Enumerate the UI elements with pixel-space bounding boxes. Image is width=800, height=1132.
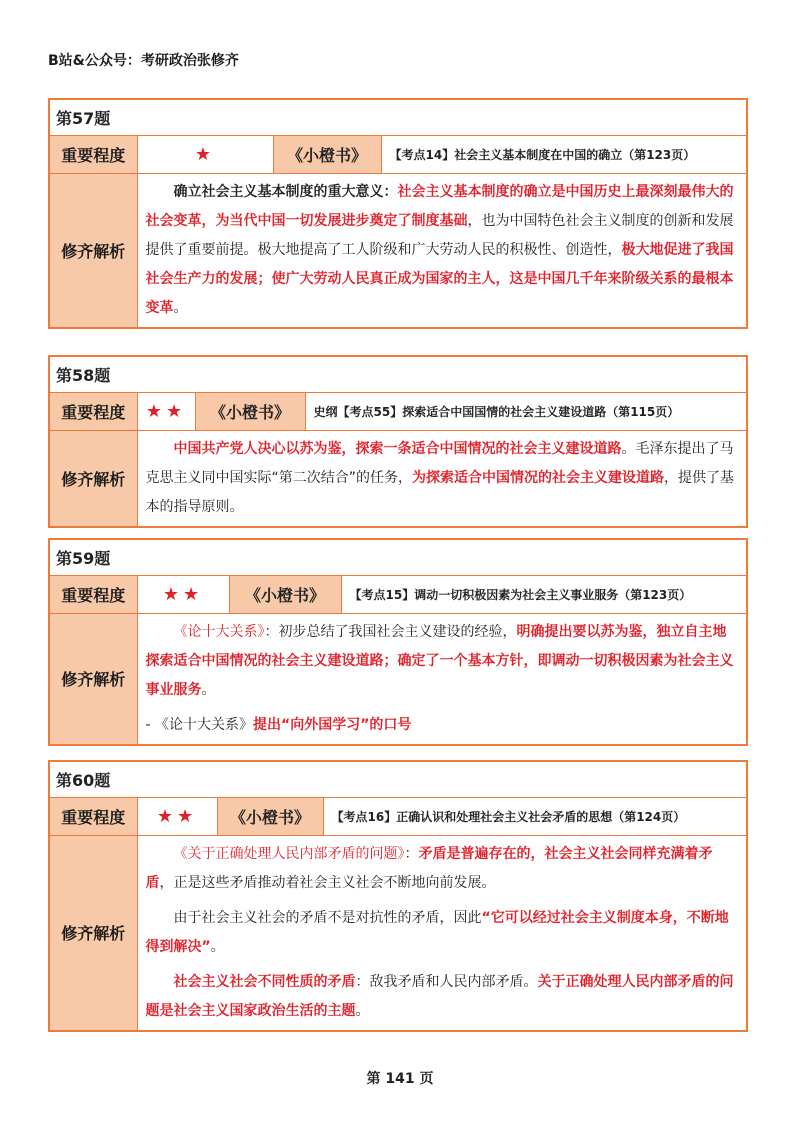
analysis-label: 修齐解析 [49,835,137,1031]
text-segment: 。 [201,681,216,698]
text-segment: 确立社会主义基本制度的重大意义： [173,183,398,200]
question-59-table [48,538,748,746]
question-title: 第59题 [49,539,747,575]
text-segment: ： [404,845,419,862]
question-57-table [48,98,748,329]
analysis-content [137,173,747,328]
question-title: 第60题 [49,761,747,797]
analysis-content [137,613,747,745]
importance-stars: ★★ [137,575,229,613]
question-58-table [48,355,748,528]
importance-label: 重要程度 [49,392,137,430]
page-number: 第 141 页 [366,1071,434,1087]
book-label: 《小橙书》 [273,135,381,173]
exam-point: 【考点16】正确认识和处理社会主义社会矛盾的思想（第124页） [323,797,747,835]
analysis-label: 修齐解析 [49,173,137,328]
analysis-content [137,835,747,1031]
analysis-paragraph [146,178,739,323]
highlight-text: 关于正确处理人民内部矛盾的问题是社会主义国家政治生活的主题 [145,973,734,1019]
text-segment: 。毛泽东提出了马克思主义同中国实际“第二次结合”的任务， [145,440,734,486]
text-segment: ：敌我矛盾和人民内部矛盾。 [355,973,538,990]
book-label: 《小橙书》 [195,392,305,430]
question-title: 第57题 [49,99,747,135]
analysis-label: 修齐解析 [49,430,137,527]
analysis-paragraph [146,435,739,522]
exam-point: 史纲【考点55】探索适合中国国情的社会主义建设道路（第115页） [305,392,747,430]
highlight-text: 中国共产党人决心以苏为鉴，探索一条适合中国情况的社会主义建设道路 [173,440,622,457]
analysis-paragraph [146,618,739,705]
highlight-text: 极大地促进了我国社会生产力的发展；使广大劳动人民真正成为国家的主人，这是中国几千年来阶级关系的最根本变革 [145,241,734,316]
analysis-paragraph [146,968,739,1026]
importance-label: 重要程度 [49,575,137,613]
analysis-content [137,430,747,527]
highlight-text: 明确提出要以苏为鉴，独立自主地探索适合中国情况的社会主义建设道路；确定了一个基本方针，即调动一切积极因素为社会主义事业服务 [145,623,734,698]
text-segment: - 《论十大关系》 [145,716,254,733]
question-60-table [48,760,748,1032]
question-title: 第58题 [49,356,747,392]
importance-label: 重要程度 [49,797,137,835]
analysis-paragraph [146,840,739,898]
importance-stars: ★★ [137,392,195,430]
text-segment: ，也为中国特色社会主义制度的创新和发展提供了重要前提。极大地提高了工人阶级和广大劳动人民的积极性、创造性， [145,212,734,258]
importance-label: 重要程度 [49,135,137,173]
text-segment: ，提供了基本的指导原则。 [145,469,735,515]
highlight-text: “它可以经过社会主义制度本身，不断地得到解决” [145,909,729,955]
highlight-text: 提出“向外国学习”的口号 [253,716,412,733]
text-segment: 。 [210,938,225,955]
highlight-text: 《论十大关系》 [173,623,265,640]
exam-point: 【考点15】调动一切积极因素为社会主义事业服务（第123页） [341,575,747,613]
analysis-paragraph [146,904,739,962]
importance-stars: ★ [137,135,273,173]
page-header: B站&公众号：考研政治张修齐 [48,53,239,69]
importance-stars: ★★ [137,797,217,835]
highlight-text: 矛盾是普遍存在的，社会主义社会同样充满着矛盾 [145,845,713,891]
text-segment: ：初步总结了我国社会主义建设的经验， [264,623,517,640]
text-segment: 。 [173,299,188,316]
text-segment: ，正是这些矛盾推动着社会主义社会不断地向前发展。 [159,874,496,891]
highlight-text: 社会主义社会不同性质的矛盾 [173,973,356,990]
book-label: 《小橙书》 [229,575,341,613]
text-segment: 由于社会主义社会的矛盾不是对抗性的矛盾，因此 [173,909,482,926]
highlight-text: 《关于正确处理人民内部矛盾的问题》 [173,845,405,862]
analysis-paragraph [146,711,739,740]
highlight-text: 为探索适合中国情况的社会主义建设道路 [412,469,665,486]
analysis-label: 修齐解析 [49,613,137,745]
highlight-text: 社会主义基本制度的确立是中国历史上最深刻最伟大的社会变革，为当代中国一切发展进步奠定了制度基础 [145,183,734,229]
text-segment: 。 [355,1002,370,1019]
book-label: 《小橙书》 [217,797,323,835]
exam-point: 【考点14】社会主义基本制度在中国的确立（第123页） [381,135,747,173]
